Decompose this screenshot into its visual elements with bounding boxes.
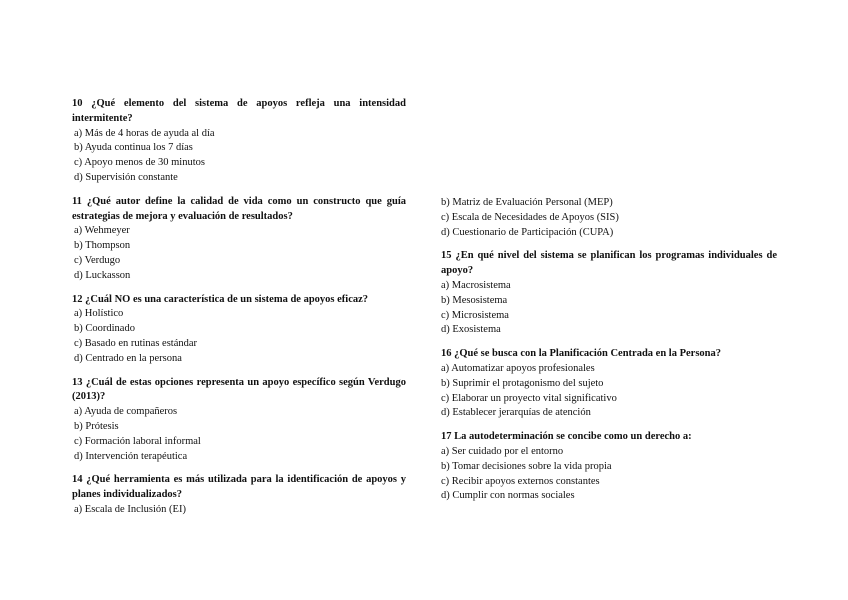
option-d: d) Intervención terapéutica — [74, 450, 188, 462]
option-a: a) Más de 4 horas de ayuda al día — [74, 127, 215, 139]
question-10 — [72, 97, 406, 186]
option-a: a) Holístico — [74, 308, 124, 320]
option-c: c) Escala de Necesidades de Apoyos (SIS) — [441, 211, 619, 223]
option-c: c) Elaborar un proyecto vital significativo — [441, 392, 617, 404]
option-d: d) Luckasson — [74, 269, 131, 281]
option-a: a) Automatizar apoyos profesionales — [441, 362, 595, 374]
option-d: d) Exosistema — [441, 324, 501, 336]
question-title: 11 ¿Qué autor define la calidad de vida como un constructo que guía estrategias de mejora y evaluación de resultados? — [72, 195, 406, 222]
option-a: a) Macrosistema — [441, 279, 511, 291]
option-d: d) Establecer jerarquías de atención — [441, 407, 591, 419]
option-b: b) Matriz de Evaluación Personal (MEP) — [441, 197, 613, 208]
question-title: 13 ¿Cuál de estas opciones representa un apoyo específico según Verdugo (2013)? — [72, 376, 406, 403]
option-a: a) Wehmeyer — [74, 225, 130, 237]
option-d: d) Cuestionario de Participación (CUPA) — [441, 226, 614, 238]
question-14 — [72, 473, 406, 517]
question-title: 16 ¿Qué se busca con la Planificación Centrada en la Persona? — [441, 348, 721, 360]
question-title: 17 La autodeterminación se concibe como un derecho a: — [441, 431, 692, 443]
option-b: b) Ayuda continua los 7 días — [74, 142, 193, 154]
option-b: b) Coordinado — [74, 323, 135, 335]
option-b: b) Mesosistema — [441, 294, 508, 306]
question-15 — [441, 249, 777, 338]
option-d: d) Cumplir con normas sociales — [441, 490, 575, 502]
question-11 — [72, 195, 406, 284]
option-b: b) Prótesis — [74, 420, 119, 432]
question-title: 14 ¿Qué herramienta es más utilizada para la identificación de apoyos y planes individualizados? — [72, 474, 406, 501]
right-column — [441, 196, 777, 513]
option-b: b) Suprimir el protagonismo del sujeto — [441, 377, 604, 389]
question-title: 15 ¿En qué nivel del sistema se planifican los programas individuales de apoyo? — [441, 250, 777, 277]
option-c: c) Microsistema — [441, 309, 509, 321]
question-13 — [72, 376, 406, 465]
question-title: 12 ¿Cuál NO es una característica de un sistema de apoyos eficaz? — [72, 293, 369, 305]
option-c: c) Apoyo menos de 30 minutos — [74, 157, 205, 169]
option-b: b) Thompson — [74, 240, 131, 252]
question-14-continued — [441, 196, 777, 240]
option-b: b) Tomar decisiones sobre la vida propia — [441, 460, 612, 472]
option-c: c) Basado en rutinas estándar — [74, 337, 198, 349]
question-16 — [441, 347, 777, 421]
option-d: d) Centrado en la persona — [74, 352, 182, 364]
left-column — [72, 97, 406, 527]
option-c: c) Recibir apoyos externos constantes — [441, 475, 600, 487]
option-a: a) Escala de Inclusión (EI) — [74, 503, 186, 515]
question-17 — [441, 430, 777, 504]
option-c: c) Formación laboral informal — [74, 435, 201, 447]
question-12 — [72, 293, 406, 367]
option-a: a) Ser cuidado por el entorno — [441, 445, 564, 457]
option-c: c) Verdugo — [74, 254, 121, 266]
option-a: a) Ayuda de compañeros — [74, 406, 178, 418]
question-title: 10 ¿Qué elemento del sistema de apoyos refleja una intensidad intermitente? — [72, 98, 406, 124]
option-d: d) Supervisión constante — [74, 171, 178, 183]
